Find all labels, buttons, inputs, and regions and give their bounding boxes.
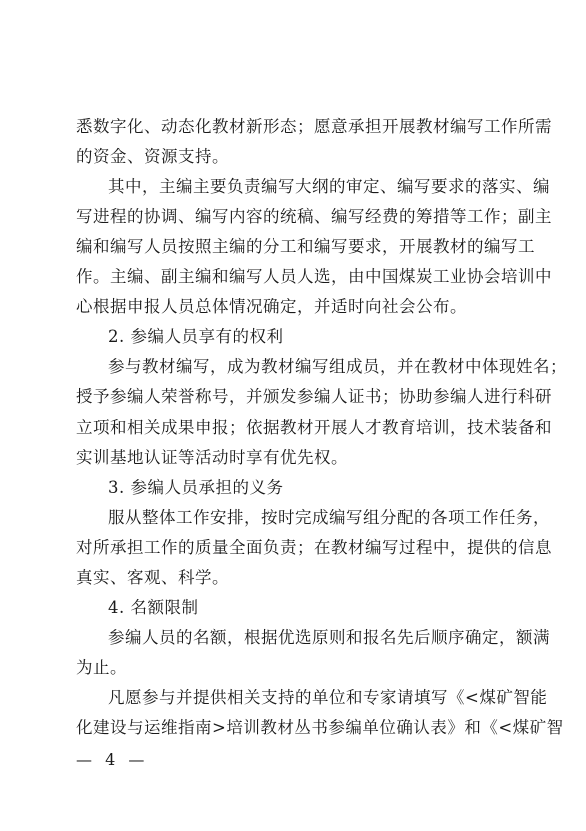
text-line: 编和编写人员按照主编的分工和编写要求，开展教材的编写工 <box>76 237 535 256</box>
text-line: 实训基地认证等活动时享有优先权。 <box>76 448 348 467</box>
text-line: 对所承担工作的质量全面负责；在教材编写过程中，提供的信息 <box>76 538 552 557</box>
text-line: 悉数字化、动态化教材新形态；愿意承担开展教材编写工作所需 <box>76 117 552 136</box>
text-line: 凡愿参与并提供相关支持的单位和专家请填写《<煤矿智能 <box>108 688 548 707</box>
page-number: — 4 — <box>76 750 149 769</box>
text-line: 心根据申报人员总体情况确定，并适时向社会公布。 <box>76 297 467 316</box>
text-line: 的资金、资源支持。 <box>76 147 229 166</box>
section-heading: 3. 参编人员承担的义务 <box>108 478 284 497</box>
text-line: 服从整体工作安排，按时完成编写组分配的各项工作任务， <box>108 508 550 527</box>
text-line: 参编人员的名额，根据优选原则和报名先后顺序确定，额满 <box>108 628 550 647</box>
text-line: 化建设与运维指南>培训教材丛书参编单位确认表》和《<煤矿智 <box>76 718 564 737</box>
text-line: 授予参编人荣誉称号，并颁发参编人证书；协助参编人进行科研 <box>76 387 552 406</box>
text-line: 真实、客观、科学。 <box>76 568 229 587</box>
text-line: 参与教材编写，成为教材编写组成员，并在教材中体现姓名； <box>108 357 567 376</box>
section-heading: 2. 参编人员享有的权利 <box>108 327 284 346</box>
text-line: 其中，主编主要负责编写大纲的审定、编写要求的落实、编 <box>108 177 550 196</box>
text-line: 作。主编、副主编和编写人员人选，由中国煤炭工业协会培训中 <box>76 267 552 286</box>
text-line: 为止。 <box>76 658 127 677</box>
section-heading: 4. 名额限制 <box>108 598 199 617</box>
text-line: 立项和相关成果申报；依据教材开展人才教育培训，技术装备和 <box>76 418 552 437</box>
text-line: 写进程的协调、编写内容的统稿、编写经费的筹措等工作；副主 <box>76 207 552 226</box>
